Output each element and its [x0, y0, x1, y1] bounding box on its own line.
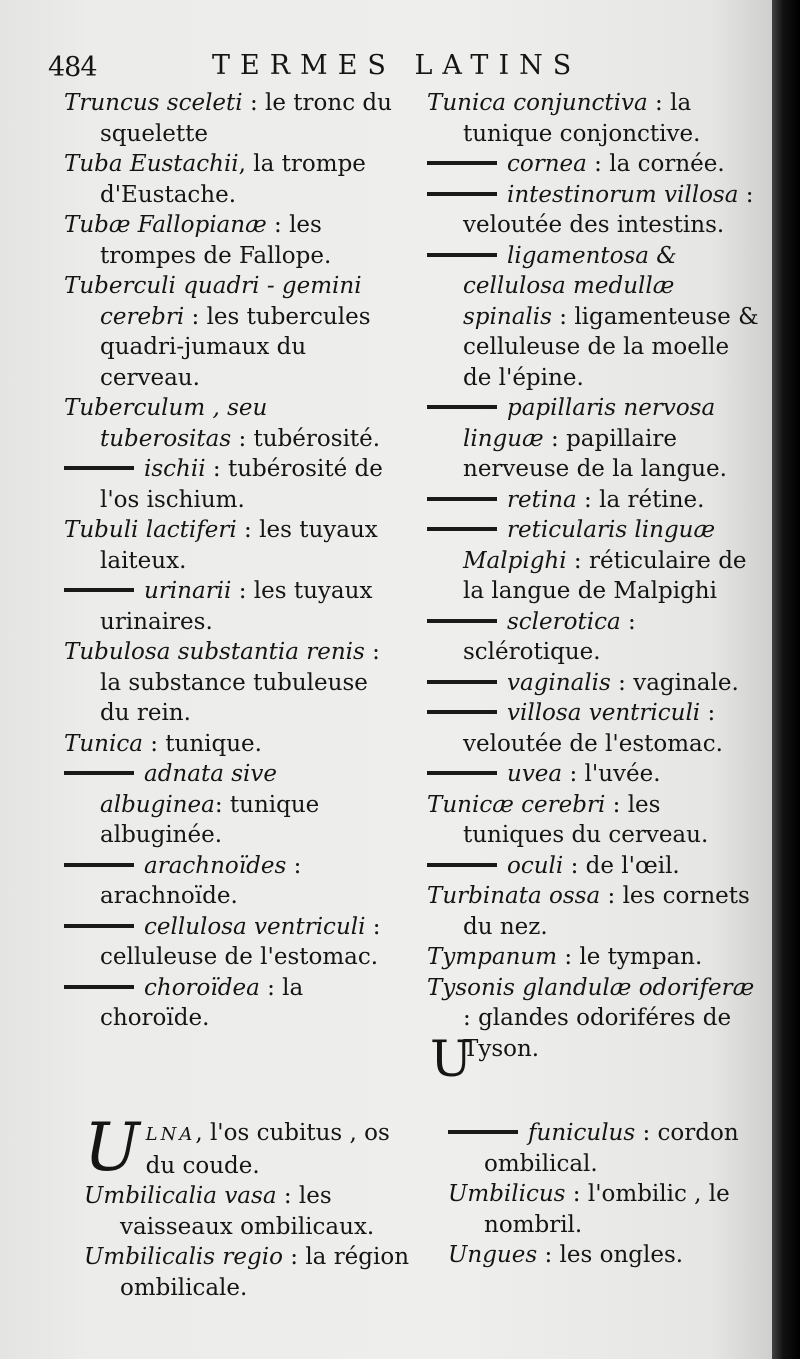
entry-definition: les trompes de Fallope.	[100, 212, 332, 269]
entry-separator: :	[286, 852, 302, 879]
ditto-dash	[427, 161, 497, 165]
entry-separator: :	[214, 791, 230, 818]
entry-term: Tubuli lactiferi	[64, 517, 237, 543]
entry-definition: la région ombilicale.	[120, 1244, 410, 1301]
dictionary-entry	[64, 912, 402, 973]
dictionary-entry	[427, 851, 761, 882]
entry-term: adnata sive albuginea	[100, 761, 277, 818]
entry-term: Tuberculum , seu tuberositas	[64, 395, 268, 452]
entry-term: sclerotica	[507, 608, 621, 635]
entry-separator: :	[142, 730, 166, 757]
entry-term: Tuberculi quadri - gemini cerebri	[64, 273, 362, 330]
entry-term: Umbilicalia vasa	[84, 1183, 277, 1209]
dictionary-entry	[427, 180, 761, 241]
page-number: 484	[48, 52, 97, 83]
entry-separator: :	[231, 578, 254, 604]
ditto-dash	[427, 497, 497, 501]
entry-separator: :	[738, 181, 754, 208]
ditto-dash	[427, 680, 497, 684]
lower-left-column	[84, 1109, 420, 1303]
dictionary-entry	[427, 393, 761, 485]
entry-term: oculi	[507, 852, 564, 879]
ditto-dash	[427, 863, 497, 867]
entry-term: Umbilicalis regio	[84, 1244, 283, 1270]
dictionary-entry	[64, 576, 402, 637]
dictionary-entry	[427, 759, 761, 790]
entry-term: Umbilicus	[448, 1181, 566, 1207]
entry-definition: arachnoïde.	[100, 883, 238, 909]
entry-definition: cordon ombilical.	[484, 1120, 739, 1177]
entry-separator: :	[364, 639, 380, 665]
ditto-dash	[64, 985, 134, 989]
entry-term: Truncus sceleti	[64, 90, 243, 116]
entry-definition: les tuniques du cerveau.	[463, 791, 709, 848]
entry-separator: :	[276, 1183, 299, 1209]
dictionary-entry	[427, 149, 761, 180]
entry-term: papillaris nervosa linguæ	[463, 395, 716, 452]
drop-cap: U	[84, 1109, 140, 1186]
entry-separator: :	[282, 1244, 306, 1270]
ditto-dash	[64, 771, 134, 775]
ditto-dash	[448, 1130, 518, 1134]
entry-definition: vaginale.	[633, 669, 739, 696]
entry-definition: veloutée de l'estomac.	[463, 730, 723, 757]
entry-definition: tunique albuginée.	[100, 791, 320, 848]
dictionary-entry	[64, 973, 402, 1034]
book-edge-shadow	[772, 0, 800, 1359]
ditto-dash	[427, 527, 497, 531]
dictionary-entry	[427, 668, 761, 699]
entry-separator: :	[635, 1120, 658, 1146]
entry-separator: :	[700, 700, 716, 726]
entry-separator: :	[647, 90, 671, 116]
entry-term: Tunicæ cerebri	[427, 791, 606, 818]
entry-term: reticularis linguæ Malpighi	[463, 517, 716, 574]
entry-term: cellulosa ventriculi	[144, 913, 366, 940]
entry-definition: le tronc du squelette	[100, 90, 392, 147]
entry-term: Tubulosa substantia renis	[64, 639, 365, 665]
entry-definition: les cornets du nez.	[463, 883, 750, 940]
entry-definition: réticulaire de la langue de Malpighi	[463, 547, 747, 604]
entry-separator: :	[600, 883, 623, 909]
entry-definition: celluleuse de l'estomac.	[100, 944, 379, 970]
entry-term: arachnoïdes	[144, 852, 287, 879]
dictionary-entry	[427, 88, 761, 149]
dictionary-entry	[448, 1240, 768, 1271]
entry-term: ligamentosa & cellulosa medullæ spinalis	[463, 242, 677, 330]
ditto-dash	[64, 466, 134, 470]
entry-term: urinarii	[144, 578, 232, 604]
entry-definition: les tubercules quadri-jumaux du cerveau.	[100, 303, 371, 391]
entry-separator: :	[463, 1005, 479, 1031]
entry-term: Tunica conjunctiva	[427, 90, 648, 116]
entry-separator: :	[184, 303, 207, 330]
entry-definition: les ongles.	[559, 1242, 684, 1268]
dictionary-entry	[427, 942, 761, 973]
dictionary-entry	[427, 241, 761, 394]
entry-separator: :	[586, 151, 610, 177]
entry-separator: :	[563, 852, 586, 879]
dictionary-entry	[64, 149, 402, 210]
entry-term: Tympanum	[427, 944, 558, 970]
entry-definition: la rétine.	[599, 486, 705, 513]
section-letter: U	[430, 1030, 473, 1088]
entry-definition: la cornée.	[609, 151, 725, 177]
entry-separator: :	[231, 425, 254, 452]
entry-definition: la tunique conjonctive.	[463, 90, 701, 147]
dictionary-entry	[64, 88, 402, 149]
dictionary-entry	[64, 851, 402, 912]
ditto-dash	[64, 588, 134, 592]
lower-right-column	[448, 1118, 768, 1271]
dictionary-entry	[64, 393, 402, 454]
entry-separator: :	[551, 303, 575, 330]
entry-separator: :	[565, 1181, 588, 1207]
entry-separator: :	[242, 90, 266, 116]
entry-term: choroïdea	[144, 974, 260, 1001]
entry-separator: :	[562, 761, 585, 787]
entry-separator: ,	[238, 151, 254, 177]
dictionary-entry	[427, 881, 761, 942]
ditto-dash	[427, 405, 497, 409]
entry-term: vaginalis	[507, 669, 611, 696]
dictionary-entry	[64, 729, 402, 760]
entry-definition: sclérotique.	[463, 639, 601, 665]
dictionary-entry	[427, 698, 761, 759]
entry-separator: :	[205, 456, 228, 482]
entry-term: Ungues	[448, 1242, 538, 1268]
entry-separator: :	[259, 974, 283, 1001]
dictionary-entry	[64, 271, 402, 393]
left-column	[64, 88, 402, 1034]
ditto-dash	[427, 771, 497, 775]
entry-term: LNA	[145, 1124, 196, 1145]
dictionary-entry	[84, 1242, 420, 1303]
entry-definition: l'ombilic , le nombril.	[484, 1181, 730, 1238]
dictionary-entry	[427, 973, 761, 1065]
entry-separator: :	[557, 944, 580, 970]
ditto-dash	[427, 710, 497, 714]
entry-definition: tubérosité de l'os ischium.	[100, 456, 383, 513]
entry-separator: :	[266, 212, 290, 238]
entry-separator: :	[605, 791, 628, 818]
dictionary-entry	[84, 1181, 420, 1242]
dictionary-entry	[427, 515, 761, 607]
entry-definition: la trompe d'Eustache.	[100, 151, 366, 208]
entry-definition: papillaire nerveuse de la langue.	[463, 425, 727, 482]
entry-term: Turbinata ossa	[427, 883, 601, 909]
entry-term: funiculus	[528, 1120, 636, 1146]
entry-term: intestinorum villosa	[507, 181, 739, 208]
entry-separator: :	[620, 608, 636, 635]
entry-term: uvea	[507, 761, 563, 787]
dictionary-entry	[448, 1118, 768, 1179]
entry-separator: :	[543, 425, 567, 452]
entry-term: Tysonis glandulæ odoriferæ	[427, 974, 755, 1001]
entry-definition: les tuyaux urinaires.	[100, 578, 373, 635]
entry-separator: :	[537, 1242, 560, 1268]
entry-definition: glandes odoriféres de Tyson.	[463, 1005, 732, 1062]
entry-definition: , l'os cubitus , os du coude.	[145, 1120, 390, 1179]
entry-separator: :	[576, 486, 600, 513]
entry-definition: l'uvée.	[584, 761, 661, 787]
right-column	[427, 88, 761, 1064]
dictionary-entry	[427, 485, 761, 516]
entry-term: cornea	[507, 151, 587, 177]
entry-definition: la substance tubuleuse du rein.	[100, 669, 368, 726]
entry-term: Tubæ Fallopianæ	[64, 212, 267, 238]
ditto-dash	[64, 924, 134, 928]
entry-definition: veloutée des intestins.	[463, 212, 725, 238]
dictionary-entry	[64, 515, 402, 576]
entry-separator: :	[610, 669, 634, 696]
entry-term: retina	[507, 486, 577, 513]
ditto-dash	[427, 253, 497, 257]
dictionary-entry	[64, 454, 402, 515]
dictionary-entry	[448, 1179, 768, 1240]
entry-term: ischii	[144, 456, 206, 482]
entry-definition: les tuyaux laiteux.	[100, 517, 378, 574]
entry-term: villosa ventriculi	[507, 700, 701, 726]
entry-definition: les vaisseaux ombilicaux.	[120, 1183, 375, 1240]
entry-definition: tubérosité.	[253, 425, 381, 452]
entry-separator: :	[365, 913, 381, 940]
entry-definition: tunique.	[165, 730, 262, 757]
entry-separator: :	[236, 517, 260, 543]
entry-term: Tunica	[64, 730, 143, 757]
dictionary-entry	[64, 637, 402, 729]
entry-definition: le tympan.	[579, 944, 703, 970]
entry-separator: :	[566, 547, 589, 574]
ditto-dash	[64, 863, 134, 867]
entry-definition: la choroïde.	[100, 974, 304, 1031]
dictionary-entry	[427, 607, 761, 668]
entry-term: Tuba Eustachii	[64, 151, 239, 177]
entry-definition: ligamenteuse & celluleuse de la moelle de l'épine.	[463, 303, 759, 391]
running-title: TERMES LATINS	[212, 50, 582, 81]
ditto-dash	[427, 192, 497, 196]
dictionary-entry	[64, 759, 402, 851]
ulna-entry	[84, 1109, 420, 1186]
entry-definition: de l'œil.	[585, 852, 680, 879]
dictionary-entry	[427, 790, 761, 851]
ditto-dash	[427, 619, 497, 623]
dictionary-entry	[64, 210, 402, 271]
